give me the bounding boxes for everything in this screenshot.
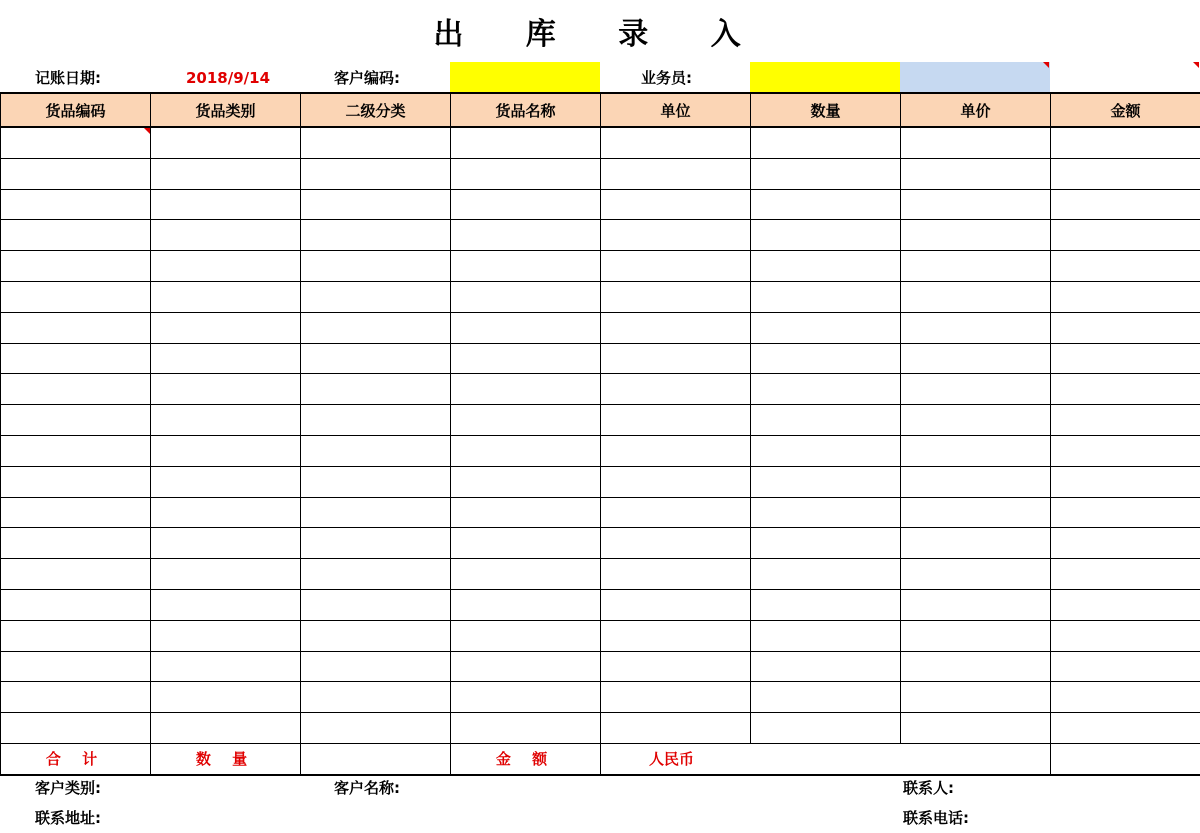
amount-total-label: 金 额 bbox=[451, 743, 601, 774]
table-cell[interactable] bbox=[451, 713, 601, 744]
column-header-subcategory: 二级分类 bbox=[301, 93, 451, 127]
table-cell[interactable] bbox=[451, 620, 601, 651]
table-cell[interactable] bbox=[1, 343, 151, 374]
table-row bbox=[1, 405, 1200, 436]
table-cell[interactable] bbox=[151, 158, 301, 189]
table-cell[interactable] bbox=[1051, 651, 1200, 682]
table-cell[interactable] bbox=[601, 713, 751, 744]
table-cell[interactable] bbox=[1, 620, 151, 651]
currency-label: 人民币 bbox=[601, 743, 1051, 774]
table-cell[interactable] bbox=[301, 127, 451, 158]
table-row bbox=[1, 589, 1200, 620]
table-cell[interactable] bbox=[301, 528, 451, 559]
table-cell[interactable] bbox=[1051, 682, 1200, 713]
table-cell[interactable] bbox=[1051, 559, 1200, 590]
table-cell[interactable] bbox=[301, 435, 451, 466]
table-cell[interactable] bbox=[151, 620, 301, 651]
table-cell[interactable] bbox=[151, 189, 301, 220]
table-cell[interactable] bbox=[451, 589, 601, 620]
table-cell[interactable] bbox=[901, 528, 1051, 559]
column-header-amount: 金额 bbox=[1051, 93, 1200, 127]
table-cell[interactable] bbox=[1051, 713, 1200, 744]
table-cell[interactable] bbox=[301, 343, 451, 374]
table-cell[interactable] bbox=[1051, 312, 1200, 343]
table-cell[interactable] bbox=[751, 281, 901, 312]
table-row bbox=[1, 620, 1200, 651]
table-cell[interactable] bbox=[151, 589, 301, 620]
date-value[interactable]: 2018/9/14 bbox=[186, 69, 271, 87]
table-cell[interactable] bbox=[1, 651, 151, 682]
table-cell[interactable] bbox=[901, 281, 1051, 312]
table-cell[interactable] bbox=[751, 589, 901, 620]
table-row bbox=[1, 559, 1200, 590]
table-cell[interactable] bbox=[1051, 435, 1200, 466]
table-cell[interactable] bbox=[601, 528, 751, 559]
table-cell[interactable] bbox=[601, 466, 751, 497]
table-cell[interactable] bbox=[451, 127, 601, 158]
table-cell[interactable] bbox=[1051, 127, 1200, 158]
table-cell[interactable] bbox=[301, 281, 451, 312]
table-cell[interactable] bbox=[1051, 158, 1200, 189]
table-cell[interactable] bbox=[601, 343, 751, 374]
table-cell[interactable] bbox=[1, 497, 151, 528]
table-cell[interactable] bbox=[751, 651, 901, 682]
table-row bbox=[1, 189, 1200, 220]
table-cell[interactable] bbox=[1051, 374, 1200, 405]
table-cell[interactable] bbox=[901, 127, 1051, 158]
table-cell[interactable] bbox=[1, 189, 151, 220]
table-cell[interactable] bbox=[1051, 251, 1200, 282]
table-cell[interactable] bbox=[1, 528, 151, 559]
table-cell[interactable] bbox=[901, 312, 1051, 343]
table-cell[interactable] bbox=[451, 158, 601, 189]
table-row bbox=[1, 466, 1200, 497]
table-row bbox=[1, 682, 1200, 713]
table-cell[interactable] bbox=[901, 713, 1051, 744]
table-cell[interactable] bbox=[751, 127, 901, 158]
table-cell[interactable] bbox=[301, 374, 451, 405]
table-cell[interactable] bbox=[1, 251, 151, 282]
salesperson-label: 业务员: bbox=[641, 69, 692, 87]
table-cell[interactable] bbox=[151, 559, 301, 590]
comment-marker bbox=[144, 128, 150, 134]
table-cell[interactable] bbox=[601, 158, 751, 189]
table-cell[interactable] bbox=[451, 528, 601, 559]
table-cell[interactable] bbox=[601, 589, 751, 620]
contact-person-label: 联系人: bbox=[903, 779, 954, 797]
table-cell[interactable] bbox=[151, 405, 301, 436]
table-cell[interactable] bbox=[601, 497, 751, 528]
date-label: 记账日期: bbox=[35, 69, 101, 87]
customer-name-label: 客户名称: bbox=[334, 779, 400, 797]
table-cell[interactable] bbox=[151, 466, 301, 497]
table-cell[interactable] bbox=[1, 559, 151, 590]
table-cell[interactable] bbox=[901, 220, 1051, 251]
table-row bbox=[1, 158, 1200, 189]
comment-marker bbox=[1043, 62, 1049, 68]
table-cell[interactable] bbox=[1, 281, 151, 312]
table-cell[interactable] bbox=[451, 651, 601, 682]
table-cell[interactable] bbox=[751, 682, 901, 713]
table-cell[interactable] bbox=[1051, 281, 1200, 312]
table-row bbox=[1, 651, 1200, 682]
table-cell[interactable] bbox=[301, 682, 451, 713]
table-cell[interactable] bbox=[901, 343, 1051, 374]
phone-label: 联系电话: bbox=[903, 809, 969, 827]
table-cell[interactable] bbox=[451, 405, 601, 436]
table-cell[interactable] bbox=[451, 466, 601, 497]
table-cell[interactable] bbox=[601, 374, 751, 405]
table-cell[interactable] bbox=[1, 374, 151, 405]
table-cell[interactable] bbox=[301, 559, 451, 590]
table-cell[interactable] bbox=[151, 435, 301, 466]
table-cell[interactable] bbox=[451, 189, 601, 220]
table-cell[interactable] bbox=[151, 343, 301, 374]
salesperson-name-field[interactable] bbox=[900, 62, 1050, 92]
entry-table bbox=[0, 92, 1200, 776]
table-cell[interactable] bbox=[901, 158, 1051, 189]
table-cell[interactable] bbox=[601, 127, 751, 158]
column-header-quantity: 数量 bbox=[751, 93, 901, 127]
table-cell[interactable] bbox=[901, 682, 1051, 713]
table-cell[interactable] bbox=[1051, 466, 1200, 497]
table-cell[interactable] bbox=[601, 405, 751, 436]
table-cell[interactable] bbox=[751, 466, 901, 497]
table-cell[interactable] bbox=[151, 497, 301, 528]
table-cell[interactable] bbox=[901, 189, 1051, 220]
table-cell[interactable] bbox=[301, 497, 451, 528]
table-cell[interactable] bbox=[751, 251, 901, 282]
table-cell[interactable] bbox=[1051, 620, 1200, 651]
table-cell[interactable] bbox=[601, 312, 751, 343]
customer-code-field[interactable] bbox=[450, 62, 600, 92]
table-cell[interactable] bbox=[901, 559, 1051, 590]
column-header-item-code: 货品编码 bbox=[1, 93, 151, 127]
table-cell[interactable] bbox=[1051, 497, 1200, 528]
table-cell[interactable] bbox=[301, 189, 451, 220]
table-cell[interactable] bbox=[151, 651, 301, 682]
table-cell[interactable] bbox=[601, 651, 751, 682]
totals-row bbox=[1, 743, 1200, 774]
table-cell[interactable] bbox=[751, 620, 901, 651]
table-cell[interactable] bbox=[301, 651, 451, 682]
table-cell[interactable] bbox=[751, 374, 901, 405]
table-cell[interactable] bbox=[301, 220, 451, 251]
comment-marker bbox=[1193, 62, 1199, 68]
table-row bbox=[1, 312, 1200, 343]
table-cell[interactable] bbox=[451, 435, 601, 466]
table-cell[interactable] bbox=[301, 312, 451, 343]
table-cell[interactable] bbox=[901, 589, 1051, 620]
column-header-item-name: 货品名称 bbox=[451, 93, 601, 127]
table-cell[interactable] bbox=[1, 127, 151, 158]
table-cell[interactable] bbox=[1, 312, 151, 343]
table-cell[interactable] bbox=[751, 528, 901, 559]
table-cell[interactable] bbox=[451, 559, 601, 590]
table-cell[interactable] bbox=[1, 682, 151, 713]
table-cell[interactable] bbox=[901, 497, 1051, 528]
table-cell[interactable] bbox=[301, 158, 451, 189]
table-cell[interactable] bbox=[751, 713, 901, 744]
table-row bbox=[1, 497, 1200, 528]
table-cell[interactable] bbox=[901, 620, 1051, 651]
table-header-row bbox=[1, 93, 1200, 127]
quantity-total-label: 数 量 bbox=[151, 743, 301, 774]
table-cell[interactable] bbox=[451, 251, 601, 282]
table-cell[interactable] bbox=[751, 497, 901, 528]
table-cell[interactable] bbox=[1051, 220, 1200, 251]
table-cell[interactable] bbox=[451, 682, 601, 713]
table-cell[interactable] bbox=[601, 251, 751, 282]
column-header-item-category: 货品类别 bbox=[151, 93, 301, 127]
table-cell[interactable] bbox=[751, 559, 901, 590]
table-cell[interactable] bbox=[751, 158, 901, 189]
table-cell[interactable] bbox=[451, 497, 601, 528]
table-cell[interactable] bbox=[1, 405, 151, 436]
table-cell[interactable] bbox=[151, 127, 301, 158]
column-header-unit-price: 单价 bbox=[901, 93, 1051, 127]
table-row bbox=[1, 528, 1200, 559]
table-cell[interactable] bbox=[151, 220, 301, 251]
table-cell[interactable] bbox=[451, 343, 601, 374]
table-cell[interactable] bbox=[901, 405, 1051, 436]
table-cell[interactable] bbox=[601, 189, 751, 220]
table-row bbox=[1, 220, 1200, 251]
table-row bbox=[1, 127, 1200, 158]
table-cell[interactable] bbox=[1051, 343, 1200, 374]
table-cell[interactable] bbox=[1, 220, 151, 251]
table-cell[interactable] bbox=[1051, 589, 1200, 620]
table-cell[interactable] bbox=[751, 312, 901, 343]
table-row bbox=[1, 435, 1200, 466]
quantity-total-cell[interactable] bbox=[301, 743, 451, 774]
table-cell[interactable] bbox=[1051, 405, 1200, 436]
table-cell[interactable] bbox=[1, 466, 151, 497]
table-cell[interactable] bbox=[1051, 528, 1200, 559]
salesperson-field[interactable] bbox=[750, 62, 900, 92]
table-cell[interactable] bbox=[901, 651, 1051, 682]
table-cell[interactable] bbox=[901, 374, 1051, 405]
table-cell[interactable] bbox=[751, 220, 901, 251]
table-cell[interactable] bbox=[751, 405, 901, 436]
amount-total-cell[interactable] bbox=[1051, 743, 1200, 774]
table-cell[interactable] bbox=[751, 343, 901, 374]
table-cell[interactable] bbox=[451, 374, 601, 405]
table-row bbox=[1, 713, 1200, 744]
table-cell[interactable] bbox=[601, 435, 751, 466]
table-cell[interactable] bbox=[601, 559, 751, 590]
table-cell[interactable] bbox=[901, 435, 1051, 466]
table-cell[interactable] bbox=[301, 620, 451, 651]
customer-code-label: 客户编码: bbox=[334, 69, 400, 87]
table-cell[interactable] bbox=[301, 405, 451, 436]
table-cell[interactable] bbox=[301, 713, 451, 744]
total-label: 合 计 bbox=[1, 743, 151, 774]
table-cell[interactable] bbox=[451, 220, 601, 251]
table-row bbox=[1, 281, 1200, 312]
table-cell[interactable] bbox=[151, 281, 301, 312]
table-cell[interactable] bbox=[301, 466, 451, 497]
table-cell[interactable] bbox=[1, 713, 151, 744]
table-cell[interactable] bbox=[301, 589, 451, 620]
table-cell[interactable] bbox=[901, 466, 1051, 497]
table-cell[interactable] bbox=[601, 620, 751, 651]
table-cell[interactable] bbox=[1, 435, 151, 466]
table-row bbox=[1, 374, 1200, 405]
table-cell[interactable] bbox=[151, 251, 301, 282]
table-row bbox=[1, 343, 1200, 374]
table-cell[interactable] bbox=[1, 158, 151, 189]
address-label: 联系地址: bbox=[35, 809, 101, 827]
table-cell[interactable] bbox=[751, 435, 901, 466]
table-cell[interactable] bbox=[151, 682, 301, 713]
table-cell[interactable] bbox=[301, 251, 451, 282]
table-cell[interactable] bbox=[151, 713, 301, 744]
table-cell[interactable] bbox=[901, 251, 1051, 282]
table-cell[interactable] bbox=[451, 281, 601, 312]
table-cell[interactable] bbox=[151, 312, 301, 343]
table-cell[interactable] bbox=[451, 312, 601, 343]
table-cell[interactable] bbox=[601, 220, 751, 251]
table-cell[interactable] bbox=[1051, 189, 1200, 220]
table-cell[interactable] bbox=[151, 374, 301, 405]
customer-type-label: 客户类别: bbox=[35, 779, 101, 797]
page-title: 出 库 录 入 bbox=[433, 17, 767, 52]
table-cell[interactable] bbox=[601, 281, 751, 312]
table-row bbox=[1, 251, 1200, 282]
column-header-unit: 单位 bbox=[601, 93, 751, 127]
table-cell[interactable] bbox=[601, 682, 751, 713]
table-cell[interactable] bbox=[151, 528, 301, 559]
table-cell[interactable] bbox=[751, 189, 901, 220]
table-cell[interactable] bbox=[1, 589, 151, 620]
